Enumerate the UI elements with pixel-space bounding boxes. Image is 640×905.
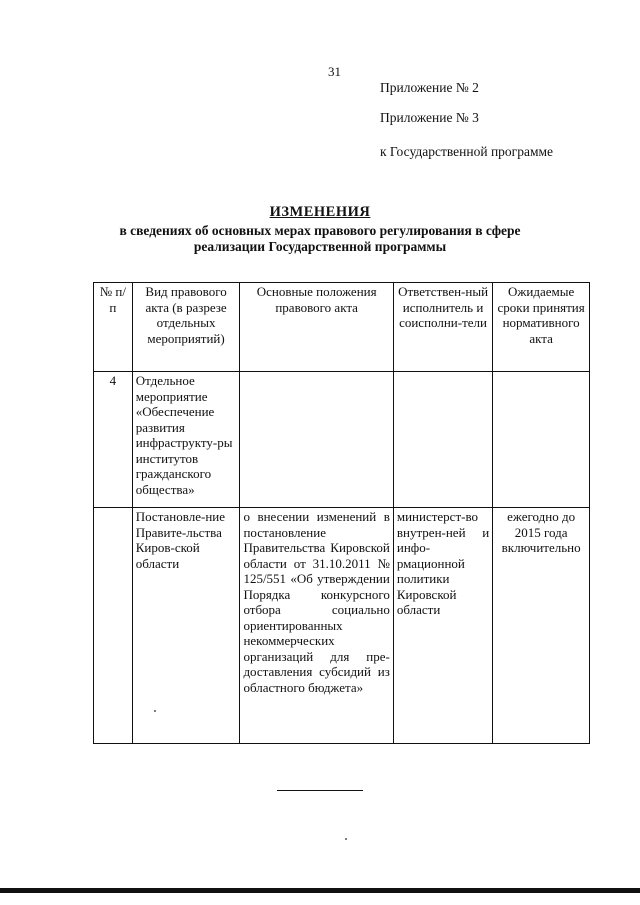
appendix-line-1: Приложение № 2 [380, 80, 479, 95]
title-heading: ИЗМЕНЕНИЯ [269, 204, 371, 220]
appendix-line-2: Приложение № 3 [380, 110, 479, 125]
scan-speck [345, 838, 347, 840]
appendix-line-3: к Государственной программе [380, 144, 554, 159]
row1-provisions [240, 372, 393, 508]
legal-measures-table [93, 282, 590, 744]
header-provisions: Основные положения правового акта [240, 283, 393, 372]
row2-provisions: о внесении изменений в постановление Правительства Кировской области от 31.10.2011 № 125/551 «Об утверждении Порядка конкурсного отбора социально ориентированных некоммерческих организаций для пре-доставления субсидий из областного бюджета» [240, 508, 393, 744]
title-subheading: в сведениях об основных мерах правового регулирования в сфере реализации Государственной программы [119, 223, 521, 254]
row2-number [94, 508, 133, 744]
document-title [0, 204, 640, 255]
row1-deadline [493, 372, 590, 508]
row1-act-type: Отдельное мероприятие «Обеспечение развития инфраструкту-ры институтов гражданского общества» [132, 372, 240, 508]
page-number: 31 [328, 64, 341, 79]
row1-responsible [393, 372, 492, 508]
row2-responsible: министерст-во внутрен-ней и инфо-рмационной политики Кировской области [393, 508, 492, 744]
header-responsible: Ответствен-ный исполнитель и соисполни-тели [393, 283, 492, 372]
row1-number: 4 [94, 372, 133, 508]
header-deadline: Ожидаемые сроки принятия нормативного акта [493, 283, 590, 372]
table-header-row [94, 283, 590, 372]
table-row [94, 508, 590, 744]
header-act-type: Вид правового акта (в разрезе отдельных мероприятий) [132, 283, 240, 372]
header-number: № п/п [94, 283, 133, 372]
table-row [94, 372, 590, 508]
scan-edge-bar [0, 888, 640, 893]
separator-line [277, 790, 363, 791]
row2-act-type: Постановле-ние Правите-льства Киров-ской области [132, 508, 240, 744]
scan-speck [154, 710, 156, 712]
row2-deadline: ежегодно до 2015 года включительно [493, 508, 590, 744]
